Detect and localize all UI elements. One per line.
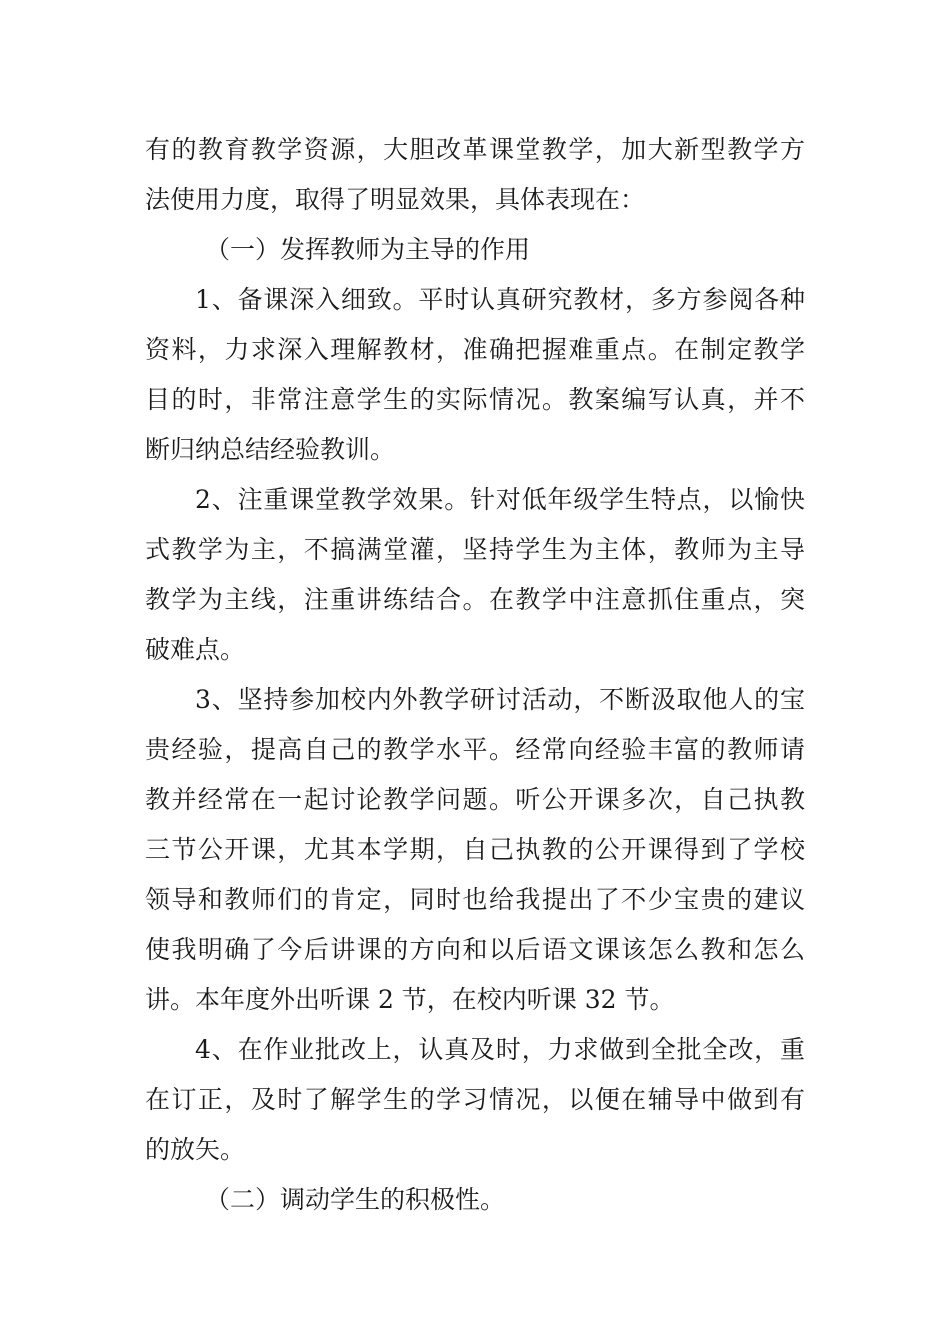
paragraph-line: 2、注重课堂教学效果。针对低年级学生特点，以愉快 — [195, 485, 805, 514]
paragraph-line: 破难点。 — [145, 635, 246, 664]
paragraph-line: 三节公开课，尤其本学期，自己执教的公开课得到了学校 — [145, 835, 805, 864]
paragraph-line: 3、坚持参加校内外教学研讨活动，不断汲取他人的宝 — [195, 685, 805, 714]
paragraph-line: 断归纳总结经验教训。 — [145, 435, 396, 464]
paragraph-line: 教学为主线，注重讲练结合。在教学中注意抓住重点，突 — [145, 585, 805, 614]
paragraph-line: 式教学为主，不搞满堂灌，坚持学生为主体，教师为主导 — [145, 535, 805, 564]
paragraph-line: 4、在作业批改上，认真及时，力求做到全批全改，重 — [195, 1035, 805, 1064]
section-heading-2: （二）调动学生的积极性。 — [205, 1185, 506, 1214]
paragraph-line: 目的时，非常注意学生的实际情况。教案编写认真，并不 — [145, 385, 805, 414]
paragraph-line: 在订正，及时了解学生的学习情况，以便在辅导中做到有 — [145, 1085, 805, 1114]
paragraph-line: 的放矢。 — [145, 1135, 246, 1164]
paragraph-line: 法使用力度，取得了明显效果，具体表现在： — [145, 185, 646, 214]
paragraph-line: 教并经常在一起讨论教学问题。听公开课多次，自己执教 — [145, 785, 805, 814]
paragraph-line: 领导和教师们的肯定，同时也给我提出了不少宝贵的建议 — [145, 885, 805, 914]
section-heading-1: （一）发挥教师为主导的作用 — [205, 235, 531, 264]
paragraph-line: 贵经验，提高自己的教学水平。经常向经验丰富的教师请 — [145, 735, 805, 764]
paragraph-line: 使我明确了今后讲课的方向和以后语文课该怎么教和怎么 — [145, 935, 805, 964]
paragraph-line: 讲。本年度外出听课 2 节，在校内听课 32 节。 — [145, 985, 675, 1014]
paragraph-line: 资料，力求深入理解教材，准确把握难重点。在制定教学 — [145, 335, 805, 364]
paragraph-line: 有的教育教学资源，大胆改革课堂教学，加大新型教学方 — [145, 135, 805, 164]
paragraph-line: 1、备课深入细致。平时认真研究教材，多方参阅各种 — [195, 285, 805, 314]
